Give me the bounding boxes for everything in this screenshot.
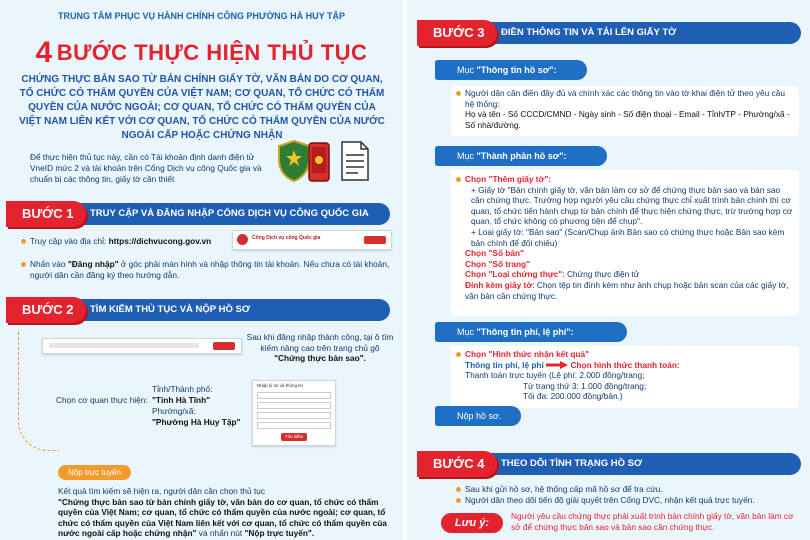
right-panel bbox=[407, 0, 810, 540]
agency-selection bbox=[152, 384, 242, 428]
portal-url-link[interactable]: https://dichvucong.gov.vn bbox=[108, 236, 212, 246]
choose-type: Chọn "Loại chứng thực" bbox=[465, 269, 563, 280]
section-documents bbox=[435, 146, 607, 166]
title-text: BƯỚC THỰC HIỆN THỦ TỤC bbox=[56, 40, 368, 65]
step1-header bbox=[6, 201, 396, 227]
payment-method-label: Chọn hình thức thanh toán: bbox=[570, 359, 680, 370]
section-fees bbox=[435, 322, 627, 342]
agency-form-screenshot bbox=[252, 380, 336, 446]
step4-text bbox=[465, 484, 800, 506]
procedure-name: "Chứng thực bản sao từ bản chính giấy tờ, văn bản do cơ quan, tổ chức có thẩm quyền của Việt Nam; cơ quan, tổ chức có thẩm quyền của nước ngoài; cơ quan, tổ chức có thẩm quyền của Việt Nam liên kết với cơ quan, tổ chức có thẩm quyền của nước ngoài cấp hoặc chứng nhận" bbox=[58, 496, 387, 538]
choose-copies: Chọn "Số bản" bbox=[465, 248, 525, 259]
step4-header bbox=[417, 451, 802, 477]
phone-icon bbox=[308, 142, 330, 182]
form-title: Nhập lý do và thông tin bbox=[257, 383, 304, 388]
tracking-progress-text: Người dân theo dõi tiến độ giải quyết trên Cổng DVC, nhận kết quả trực tuyến. bbox=[465, 495, 755, 505]
vneid-shield-icon bbox=[278, 140, 310, 182]
bullet-icon bbox=[21, 239, 26, 244]
attach-label: Đính kèm giấy tờ bbox=[465, 279, 533, 290]
fee-line-3: Tối đa: 200.000 đồng/bản.) bbox=[523, 391, 623, 401]
fill-instruction: Người dân cần điền đầy đủ và chính xác các thông tin vào tờ khai điện tử theo yêu cầu hệ thống: bbox=[465, 88, 785, 109]
section-title: "Thông tin phí, lệ phí": bbox=[476, 327, 574, 337]
step3-title: ĐIỀN THÔNG TIN VÀ TẢI LÊN GIẤY TỜ bbox=[487, 22, 801, 44]
procedure-line bbox=[58, 497, 388, 539]
add-document-line bbox=[465, 174, 795, 185]
ward-label: Phường/xã: bbox=[152, 406, 196, 416]
add-item-1: + Giấy tờ "Bản chính giấy tờ, văn bản làm cơ sở để chứng thực bản sao và bản sao cần chứng thực. Trường hợp người yêu cầu chứng thực chỉ xuất trình bản chính thì cơ quan, tổ chức tiến hành chụp từ bản chính để thực hiện chứng thực, trừ trường hợp cơ quan, tổ chức không có phương tiện để chụp". bbox=[471, 184, 793, 227]
bullet-icon bbox=[456, 498, 461, 503]
step2-header bbox=[6, 297, 396, 323]
step1-visit-line bbox=[30, 236, 230, 247]
add-document-button-label: "Thêm giấy tờ": bbox=[488, 174, 552, 184]
submit-label: Nộp hồ sơ. bbox=[457, 411, 502, 421]
login-button-label: "Đăng nhập" bbox=[67, 259, 119, 269]
application-info-text bbox=[465, 88, 795, 130]
login-instructions: ở góc phải màn hình và nhập thông tin tài khoản. Nếu chưa có tài khoản, người dân cần đăng ký theo hướng dẫn. bbox=[30, 259, 390, 280]
intro-text: Để thực hiện thủ tục này, cần có Tài khoản định danh điện tử VneID mức 2 và tài khoản trên Cổng Dịch vụ công Quốc gia và chuẩn bị các thông tin, giấy tờ cần thiết bbox=[30, 152, 262, 184]
section-prefix: Mục bbox=[457, 65, 475, 75]
result-note: Kết quả tìm kiếm sẽ hiện ra, người dân cần chọn thủ tục bbox=[58, 486, 266, 496]
tracking-line-1 bbox=[465, 484, 800, 495]
step1-title: TRUY CẬP VÀ ĐĂNG NHẬP CỔNG DỊCH VỤ CÔNG QUỐC GIA bbox=[76, 203, 390, 225]
choose-pages: Chọn "Số trang" bbox=[465, 258, 531, 269]
form-search-button[interactable]: Tìm kiếm bbox=[281, 433, 307, 441]
form-field[interactable] bbox=[257, 392, 331, 399]
fee-payment-line bbox=[465, 360, 795, 371]
receive-method-label: "Hình thức nhận kết quả" bbox=[488, 349, 590, 359]
bullet-icon bbox=[456, 487, 461, 492]
visit-label: Truy cập vào địa chỉ: bbox=[30, 236, 107, 246]
portal-header-screenshot bbox=[232, 230, 392, 250]
bullet-icon bbox=[456, 177, 461, 182]
login-pre: Nhấn vào bbox=[30, 259, 66, 269]
fee-line-1: Thanh toán trực tuyến (Lệ phí: 2.000 đồng/trang; bbox=[465, 370, 645, 380]
search-term: "Chứng thực bản sao". bbox=[274, 353, 366, 363]
portal-site-name: Cổng Dịch vụ công Quốc gia bbox=[252, 235, 321, 241]
choose-type-tail: : Chứng thực điện tử bbox=[562, 269, 640, 280]
receive-method-line bbox=[465, 349, 795, 360]
step1-login-line bbox=[30, 259, 390, 281]
choose-type-line bbox=[465, 269, 795, 280]
bullet-icon bbox=[456, 352, 461, 357]
search-box-screenshot bbox=[42, 338, 242, 354]
tracking-code-text: Sau khi gửi hồ sơ, hệ thống cấp mã hồ sơ để tra cứu. bbox=[465, 484, 663, 494]
search-button[interactable] bbox=[213, 342, 235, 350]
tracking-line-2 bbox=[465, 495, 800, 506]
section-application-info bbox=[435, 60, 587, 80]
attach-tail: : Chọn tệp tin đính kèm như ảnh chụp hoặc bản scan của các giấy tờ, văn bản cần chứng thực. bbox=[465, 279, 789, 301]
add-item-2: + Loại giấy tờ: "Bản sao" (Scan/Chụp ảnh Bản sao có chứng thực hoặc Bản sao kèm bản chính để đối chiếu) bbox=[471, 226, 785, 248]
agency-label: Chọn cơ quan thực hiện: bbox=[56, 395, 148, 405]
required-fields: Họ và tên - Số CCCD/CMND - Ngày sinh - Số điện thoại - Email - Tỉnh/TP - Phường/xã - Số nhà/đường. bbox=[465, 109, 790, 130]
choose-label: Chọn bbox=[465, 349, 487, 359]
step4-title: THEO DÕI TÌNH TRẠNG HỒ SƠ bbox=[487, 453, 801, 475]
title-number: 4 bbox=[35, 36, 53, 69]
submit-application-bar[interactable] bbox=[435, 406, 521, 426]
submit-online-pill: Nộp trực tuyến bbox=[58, 465, 131, 480]
ward-select[interactable] bbox=[257, 422, 331, 429]
province-select[interactable] bbox=[257, 412, 331, 419]
page-title bbox=[0, 36, 403, 70]
section-prefix: Mục bbox=[457, 151, 475, 161]
advanced-search-input[interactable] bbox=[49, 343, 199, 348]
step2-result-block bbox=[58, 486, 388, 539]
fee-info-label: Thông tin phí, lệ phí bbox=[465, 359, 544, 370]
step3-header bbox=[417, 20, 802, 46]
procedure-subtitle: CHỨNG THỰC BẢN SAO TỪ BẢN CHÍNH GIẤY TỜ, VĂN BẢN DO CƠ QUAN, TỔ CHỨC CÓ THẨM QUYỀN CỦA VIỆT NAM; CƠ QUAN, TỔ CHỨC CÓ THẨM QUYỀN CỦA NƯỚC NGOÀI; CƠ QUAN, TỔ CHỨC CÓ THẨM QUYỀN CỦA VIỆT NAM LIÊN KẾT VỚI CƠ QUAN, TỔ CHỨC CÓ THẨM QUYỀN CỦA NƯỚC NGOÀI CẤP HOẶC CHỨNG NHẬN bbox=[19, 74, 385, 141]
province-value: "Tỉnh Hà Tĩnh" bbox=[152, 395, 211, 405]
step2-badge: BƯỚC 2 bbox=[6, 297, 86, 323]
bullet-icon bbox=[21, 262, 26, 267]
search-instruction bbox=[246, 332, 394, 364]
note-text: Người yêu cầu chứng thực phải xuất trình bản chính giấy tờ, văn bản làm cơ sở để chứng thực bản sao và bản sao cần chứng thực. bbox=[511, 511, 794, 532]
step1-badge: BƯỚC 1 bbox=[6, 201, 86, 227]
province-label: Tỉnh/Thành phố: bbox=[152, 384, 213, 394]
attach-line bbox=[465, 280, 795, 301]
fees-text bbox=[465, 349, 795, 402]
document-icon bbox=[340, 140, 370, 182]
national-emblem-icon bbox=[237, 234, 248, 245]
portal-login-button[interactable] bbox=[364, 236, 386, 244]
note-badge: Lưu ý: bbox=[441, 513, 503, 533]
documents-text bbox=[465, 174, 795, 301]
form-field[interactable] bbox=[257, 402, 331, 409]
section-prefix: Mục bbox=[457, 327, 475, 337]
organization-name: TRUNG TÂM PHỤC VỤ HÀNH CHÍNH CÔNG PHƯỜNG HÀ HUY TẬP bbox=[58, 11, 345, 21]
procedure-tail: và nhấn nút bbox=[198, 528, 243, 538]
step3-badge: BƯỚC 3 bbox=[417, 20, 497, 46]
section-title: "Thành phần hồ sơ": bbox=[476, 151, 567, 161]
choose-label: Chọn bbox=[465, 174, 487, 184]
left-panel bbox=[0, 0, 403, 540]
bullet-icon bbox=[456, 91, 461, 96]
section-title: "Thông tin hồ sơ": bbox=[476, 65, 557, 75]
right-arrow-icon bbox=[546, 361, 568, 369]
step4-badge: BƯỚC 4 bbox=[417, 451, 497, 477]
ward-value: "Phường Hà Huy Tập" bbox=[152, 417, 241, 427]
step2-title: TÌM KIẾM THỦ TỤC VÀ NỘP HỒ SƠ bbox=[76, 299, 390, 321]
search-note: Sau khi đăng nhập thành công, tại ô tìm kiếm nâng cao trên trang chủ gõ bbox=[246, 332, 394, 353]
fee-line-2: Từ trang thứ 3: 1.000 đồng/trang; bbox=[523, 380, 647, 391]
submit-online-button-label: "Nộp trực tuyến". bbox=[244, 528, 315, 538]
